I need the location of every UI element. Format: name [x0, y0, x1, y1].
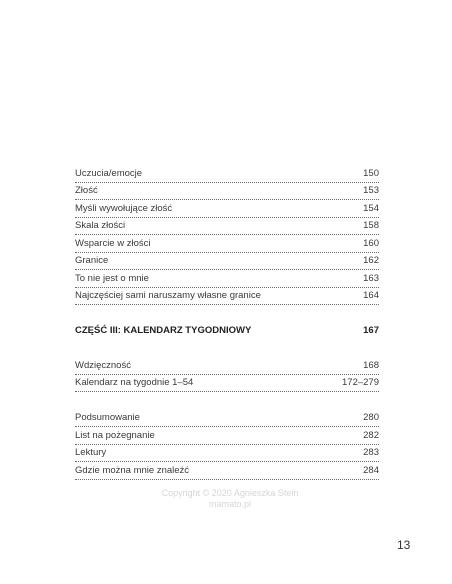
- toc-entry-title: List na pożegnanie: [75, 430, 155, 441]
- toc-part-page: 167: [363, 325, 379, 336]
- toc-entry-title: Skala złości: [75, 220, 126, 231]
- toc-entry-page: 282: [363, 430, 379, 441]
- toc-entry-title: Najczęściej sami naruszamy własne granice: [75, 290, 261, 301]
- toc-entry: [75, 271, 379, 288]
- toc-entry-title: Granice: [75, 255, 109, 266]
- watermark-site-line: mamato.pl: [208, 499, 252, 509]
- toc-entry-page: 168: [363, 360, 379, 371]
- toc-entry-page: 153: [363, 185, 379, 196]
- toc-entry-page: 160: [363, 238, 379, 249]
- toc-entry-page: 283: [363, 447, 379, 458]
- toc-entry-page: 172–279: [342, 377, 379, 388]
- toc-entry: [75, 358, 379, 375]
- toc-entry: [75, 166, 379, 183]
- toc-entry: [75, 375, 379, 392]
- toc-entry-page: 162: [363, 255, 379, 266]
- toc-entry-page: 163: [363, 273, 379, 284]
- page-number: 13: [397, 538, 411, 552]
- toc-entry: [75, 183, 379, 200]
- toc-entry-title: Kalendarz na tygodnie 1–54: [75, 377, 194, 388]
- toc-entry: [75, 253, 379, 270]
- toc-entry-title: Gdzie można mnie znaleźć: [75, 465, 190, 476]
- toc-entry: [75, 218, 379, 235]
- toc-entry-page: 284: [363, 465, 379, 476]
- toc-entry: [75, 463, 379, 480]
- toc-entry-title: Uczucia/emocje: [75, 168, 143, 179]
- watermark-copyright-line: Copyright © 2020 Agnieszka Stein: [161, 488, 299, 498]
- toc-entry: [75, 428, 379, 445]
- toc-part-title: CZĘŚĆ III: KALENDARZ TYGODNIOWY: [75, 325, 252, 336]
- copyright-watermark: [0, 488, 452, 510]
- toc-entry-page: 164: [363, 290, 379, 301]
- toc-entry-page: 158: [363, 220, 379, 231]
- toc-entry: [75, 201, 379, 218]
- toc-entry-page: 150: [363, 168, 379, 179]
- toc-entry-title: Złość: [75, 185, 98, 196]
- toc-part-heading: [75, 323, 379, 339]
- toc-entry-title: Myśli wywołujące złość: [75, 203, 173, 214]
- toc-entry-page: 280: [363, 412, 379, 423]
- toc-entry: [75, 236, 379, 253]
- toc-entry-page: 154: [363, 203, 379, 214]
- toc-entry-title: To nie jest o mnie: [75, 273, 149, 284]
- toc-entry: [75, 410, 379, 427]
- toc-entry-title: Lektury: [75, 447, 107, 458]
- toc-entry-title: Wdzięczność: [75, 360, 131, 371]
- toc-entry-title: Podsumowanie: [75, 412, 140, 423]
- toc-entry: [75, 445, 379, 462]
- toc-entry-title: Wsparcie w złości: [75, 238, 151, 249]
- toc-entry: [75, 288, 379, 305]
